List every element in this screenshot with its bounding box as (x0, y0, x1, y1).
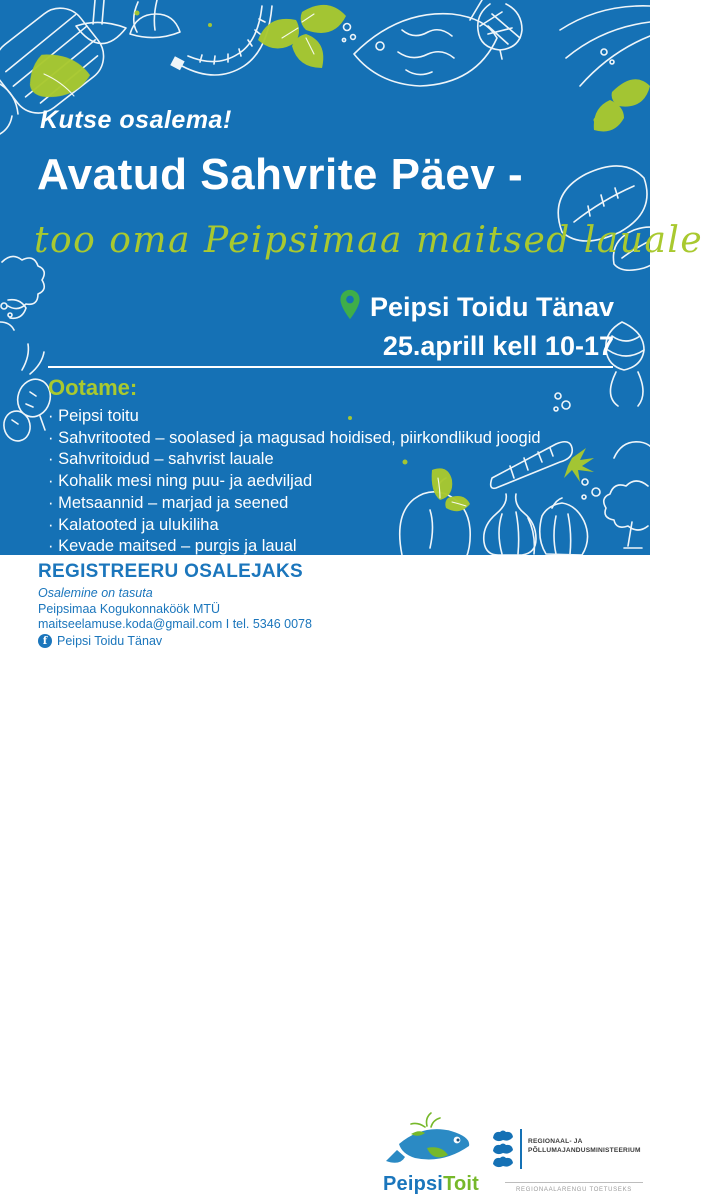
ministry-logo-top (492, 1129, 644, 1169)
estonia-coat-of-arms-icon (492, 1129, 514, 1169)
peipsi-toit-wordmark (378, 1173, 484, 1196)
poster-main (0, 0, 703, 556)
facebook-line (38, 634, 312, 648)
expect-item: · Sahvritooted – soolased ja magusad hoidised, piirkondlikud joogid (48, 428, 608, 450)
registration-block (38, 561, 312, 648)
toit-text: Toit (443, 1173, 480, 1195)
poster-title: Avatud Sahvrite Päev - (37, 150, 524, 199)
expect-item: · Kohalik mesi ning puu- ja aedviljad (48, 471, 608, 493)
jar-curve-icon (0, 84, 18, 317)
free-note: Osalemine on tasuta (38, 586, 153, 600)
contact-line: maitseelamuse.koda@gmail.com I tel. 5346 0078 (38, 617, 312, 631)
facebook-page-name: Peipsi Toidu Tänav (57, 634, 163, 648)
cauliflower-icon (0, 256, 44, 330)
radishes-icon (1, 344, 55, 443)
cabbage-leaf-icon (560, 6, 650, 86)
expect-section (48, 375, 608, 558)
ministry-logo-divider (520, 1129, 522, 1169)
location-datetime: 25.aprill kell 10-17 (382, 331, 614, 361)
expect-item: · Metsaannid – marjad ja seened (48, 493, 608, 515)
mushrooms-icon (76, 0, 180, 44)
ministry-subtext: REGIONAALARENGU TOETUSEKS (516, 1187, 632, 1193)
basil-right-icon (594, 79, 650, 131)
expect-item: · Sahvritoidud – sahvrist lauale (48, 449, 608, 471)
invite-line: Kutse osalema! (40, 106, 232, 134)
ministry-subtext-divider (505, 1182, 643, 1183)
organizer-name: Peipsimaa Kogukonnaköök MTÜ (38, 601, 221, 616)
ministry-name-line1: REGIONAAL- JA (528, 1138, 583, 1145)
expect-item: · Peipsi toitu (48, 406, 608, 428)
ministry-name (528, 1129, 641, 1155)
broccoli-icon (604, 442, 656, 548)
expect-item: · Kevade maitsed – purgis ja laual (48, 536, 608, 558)
arugula-leaf-icon (27, 50, 93, 106)
fish-icon (354, 0, 512, 86)
section-divider (48, 366, 613, 368)
location-pin-icon (339, 289, 361, 329)
peipsi-toit-logo (378, 1112, 484, 1196)
bubbles-icon (342, 24, 355, 42)
poster-footer (0, 555, 650, 1195)
ministry-logo (492, 1129, 644, 1193)
location-name-line (339, 289, 614, 329)
location-block (339, 289, 614, 364)
ministry-name-line2: PÕLLUMAJANDUSMINISTEERIUM (528, 1147, 641, 1154)
peipsi-toit-fish-icon (381, 1112, 481, 1168)
register-heading: REGISTREERU OSALEJAKS (38, 561, 303, 582)
expect-heading: Ootame: (48, 375, 138, 400)
location-name: Peipsi Toidu Tänav (369, 292, 614, 322)
poster-tagline: too oma Peipsimaa maitsed lauale (34, 220, 703, 261)
facebook-icon: f (38, 634, 52, 648)
expect-item: · Kalatooted ja ulukiliha (48, 515, 608, 537)
banana-icon (170, 6, 272, 75)
peipsi-text: Peipsi (382, 1173, 444, 1195)
expect-list (48, 406, 608, 558)
